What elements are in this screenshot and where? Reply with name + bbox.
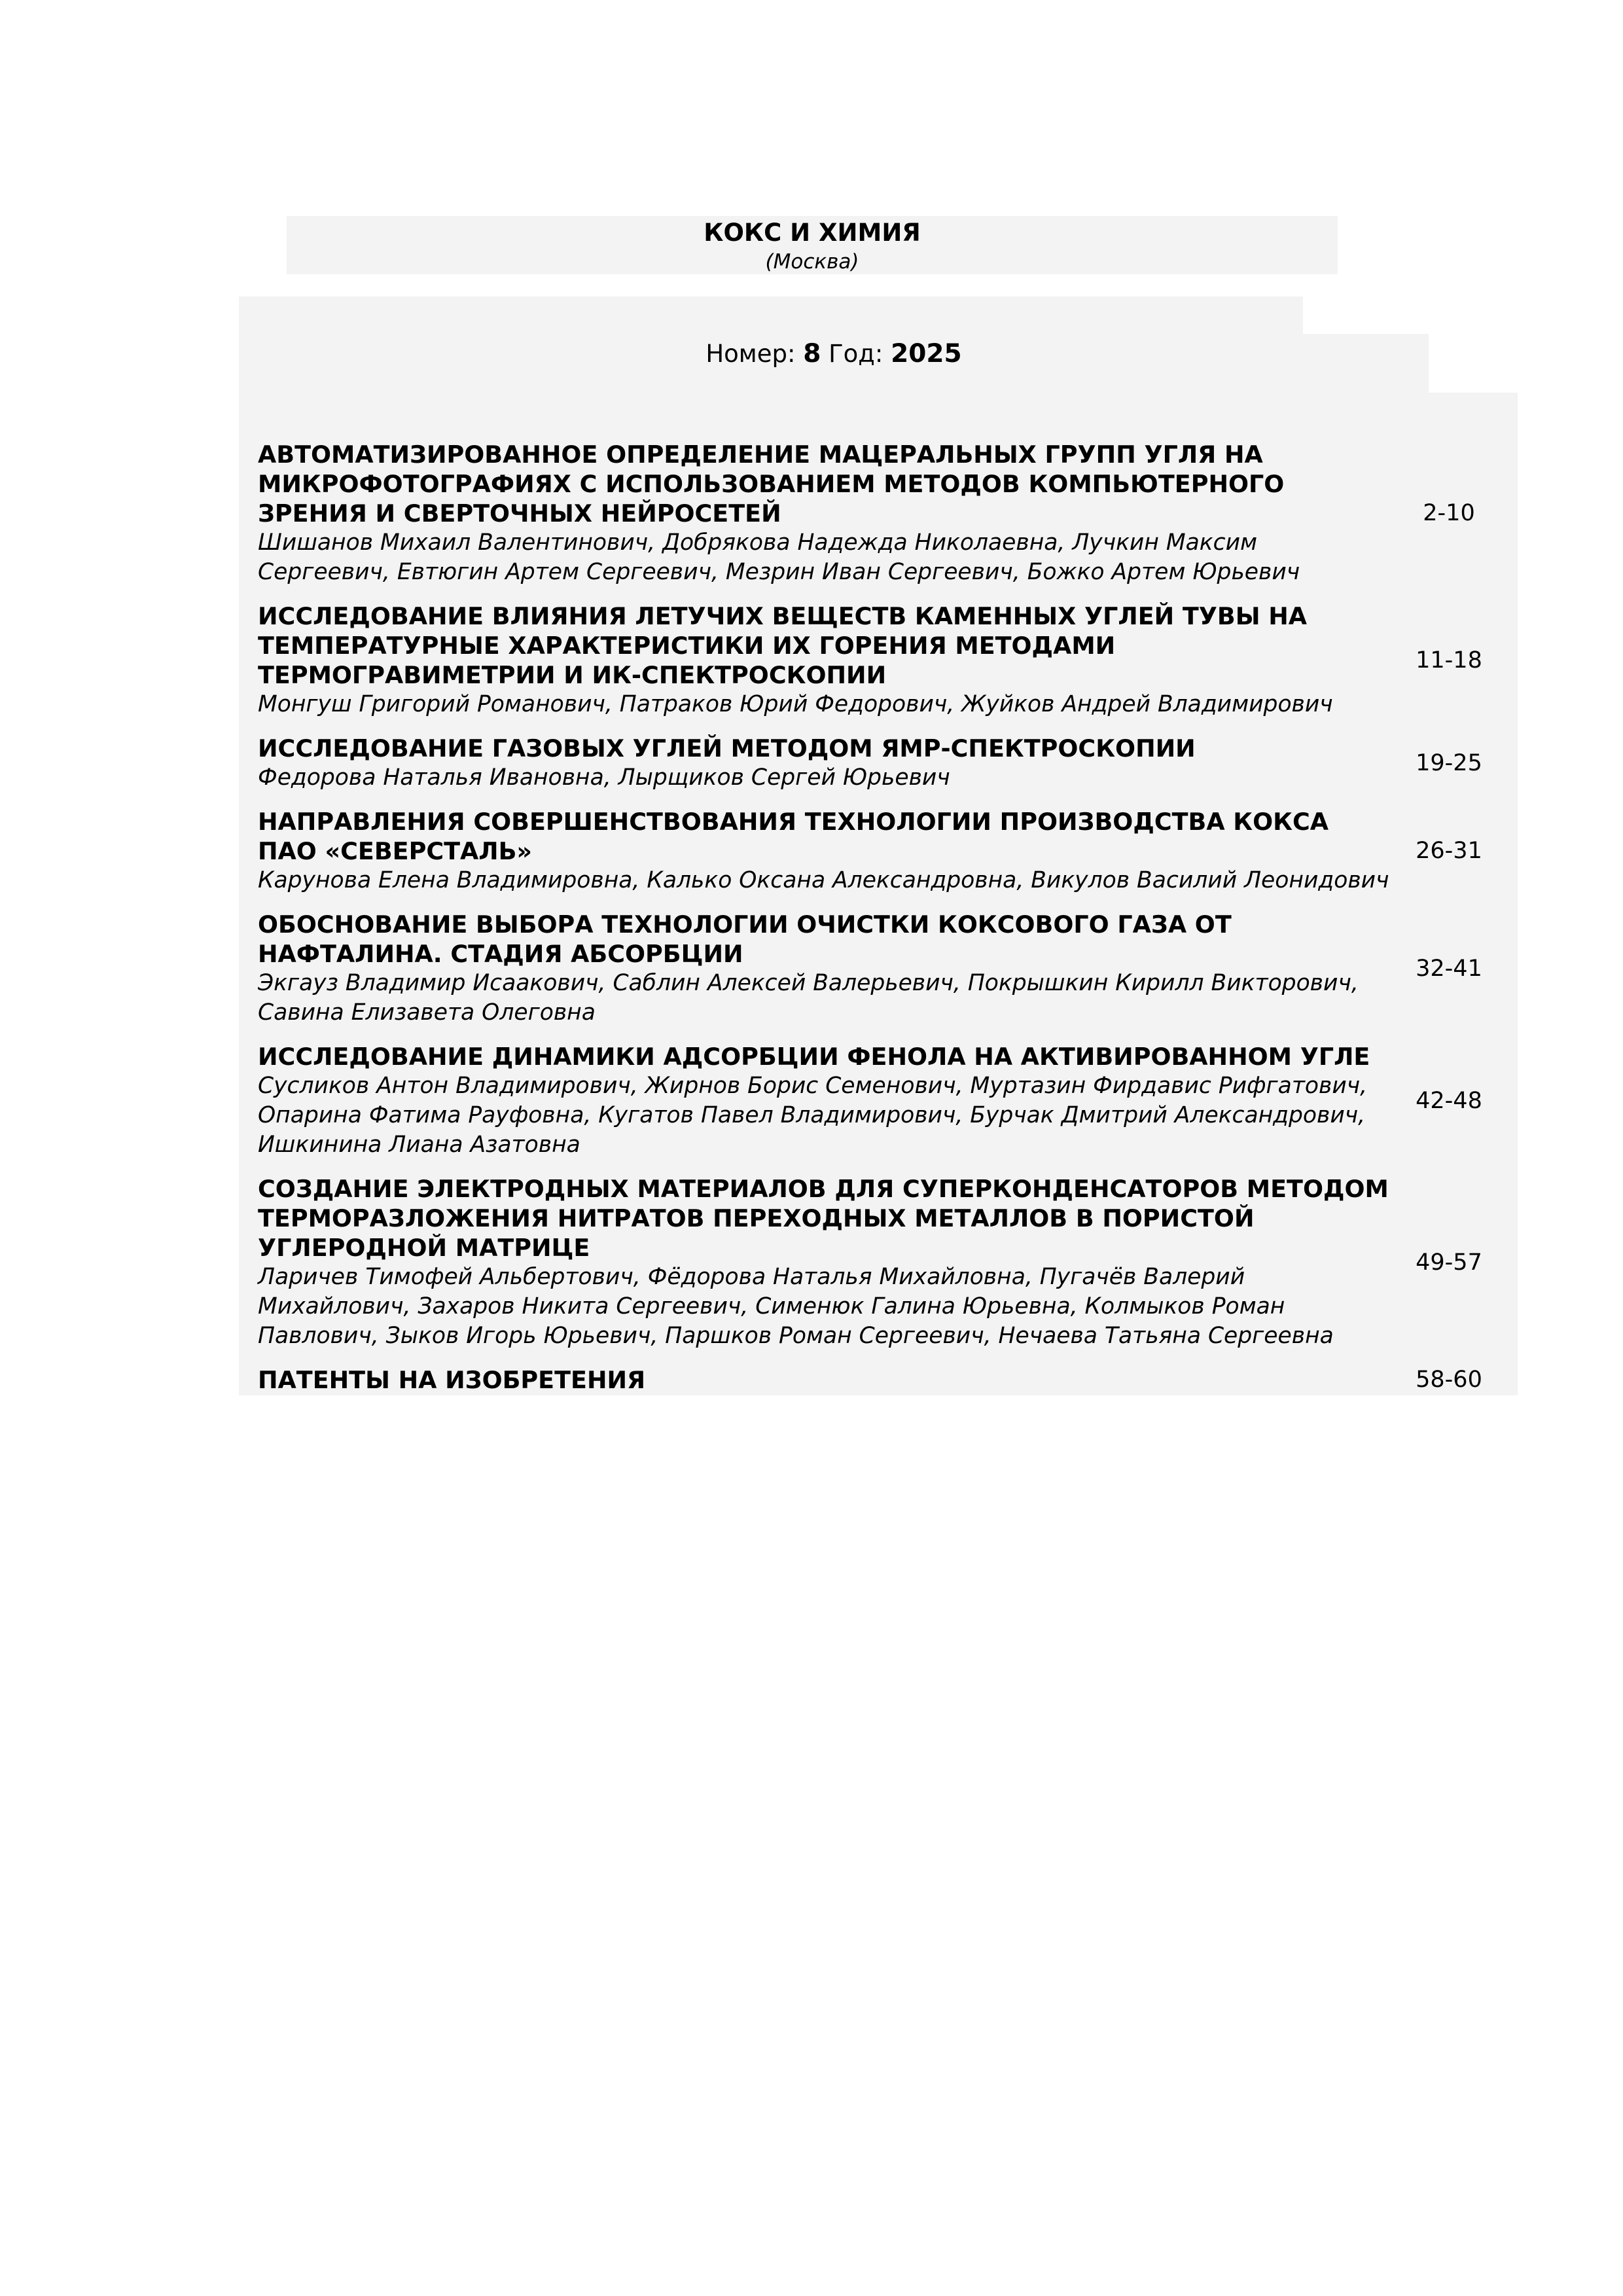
toc-entry-main: [258, 440, 1393, 587]
article-title[interactable]: НАПРАВЛЕНИЯ СОВЕРШЕНСТВОВАНИЯ ТЕХНОЛОГИИ ПРОИЗВОДСТВА КОКСА ПАО «СЕВЕРСТАЛЬ»: [258, 808, 1329, 865]
journal-title: КОКС И ХИМИЯ: [704, 219, 921, 247]
article-authors: Федорова Наталья Ивановна, Лырщиков Сергей Юрьевич: [258, 764, 950, 791]
article-authors: Шишанов Михаил Валентинович, Добрякова Надежда Николаевна, Лучкин Максим Сергеевич, Евтюгин Артем Сергеевич, Мезрин Иван Сергеевич, Божко Артем Юрьевич: [258, 529, 1300, 585]
article-pages: 26-31: [1416, 838, 1482, 864]
article-title[interactable]: ИССЛЕДОВАНИЕ ГАЗОВЫХ УГЛЕЙ МЕТОДОМ ЯМР-СПЕКТРОСКОПИИ: [258, 734, 1196, 762]
article-title[interactable]: АВТОМАТИЗИРОВАННОЕ ОПРЕДЕЛЕНИЕ МАЦЕРАЛЬНЫХ ГРУПП УГЛЯ НА МИКРОФОТОГРАФИЯХ С ИСПОЛЬЗОВАНИЕМ МЕТОДОВ КОМПЬЮТЕРНОГО ЗРЕНИЯ И СВЕРТОЧНЫХ НЕЙРОСЕТЕЙ: [258, 440, 1285, 528]
issue-band-top: [239, 296, 1303, 336]
article-pages: 58-60: [1416, 1367, 1482, 1393]
toc-entry: [258, 1365, 1505, 1395]
toc-entry-main: [258, 1042, 1393, 1160]
article-pages: 49-57: [1416, 1249, 1482, 1276]
article-pages: 32-41: [1416, 955, 1482, 982]
article-authors: Монгуш Григорий Романович, Патраков Юрий Федорович, Жуйков Андрей Владимирович: [258, 691, 1333, 717]
article-authors: Сусликов Антон Владимирович, Жирнов Борис Семенович, Муртазин Фирдавис Рифгатович, Опарина Фатима Рауфовна, Кугатов Павел Владимирович, Бурчак Дмитрий Александрович, Ишкинина Лиана Азатовна: [258, 1073, 1368, 1158]
article-authors: Ларичев Тимофей Альбертович, Фёдорова Наталья Михайловна, Пугачёв Валерий Михайлович, Захаров Никита Сергеевич, Сименюк Галина Юрьевна, Колмыков Роман Павлович, Зыков Игорь Юрьевич, Паршков Роман Сергеевич, Нечаева Татьяна Сергеевна: [258, 1264, 1334, 1349]
issue-year: 2025: [891, 339, 962, 368]
article-pages: 2-10: [1423, 500, 1475, 526]
article-pages: 11-18: [1416, 647, 1482, 673]
toc-entry: [258, 807, 1505, 895]
toc-entry: [258, 910, 1505, 1028]
article-authors: Экгауз Владимир Исаакович, Саблин Алексей Валерьевич, Покрышкин Кирилл Викторович, Савина Елизавета Олеговна: [258, 970, 1359, 1026]
toc-entry-main: [258, 601, 1393, 719]
article-title[interactable]: СОЗДАНИЕ ЭЛЕКТРОДНЫХ МАТЕРИАЛОВ ДЛЯ СУПЕРКОНДЕНСАТОРОВ МЕТОДОМ ТЕРМОРАЗЛОЖЕНИЯ НИТРАТОВ ПЕРЕХОДНЫХ МЕТАЛЛОВ В ПОРИСТОЙ УГЛЕРОДНОЙ МАТРИЦЕ: [258, 1175, 1389, 1262]
issue-year-label: Год:: [829, 340, 883, 368]
toc-entry-main: [258, 1365, 1393, 1395]
issue-number: 8: [803, 339, 821, 368]
issue-number-label: Номер:: [705, 340, 796, 368]
journal-city: (Москва): [765, 250, 859, 274]
toc-entry: [258, 440, 1505, 587]
article-pages: 19-25: [1416, 749, 1482, 776]
toc-entry: [258, 734, 1505, 793]
article-title[interactable]: ПАТЕНТЫ НА ИЗОБРЕТЕНИЯ: [258, 1366, 646, 1394]
table-of-contents: [258, 440, 1505, 1409]
article-title[interactable]: ИССЛЕДОВАНИЕ ВЛИЯНИЯ ЛЕТУЧИХ ВЕЩЕСТВ КАМЕННЫХ УГЛЕЙ ТУВЫ НА ТЕМПЕРАТУРНЫЕ ХАРАКТЕРИСТИКИ ИХ ГОРЕНИЯ МЕТОДАМИ ТЕРМОГРАВИМЕТРИИ И ИК-СПЕКТРОСКОПИИ: [258, 602, 1308, 689]
toc-entry-main: [258, 910, 1393, 1028]
article-title[interactable]: ИССЛЕДОВАНИЕ ДИНАМИКИ АДСОРБЦИИ ФЕНОЛА НА АКТИВИРОВАННОМ УГЛЕ: [258, 1043, 1370, 1071]
toc-entry: [258, 1042, 1505, 1160]
issue-info: [239, 338, 1429, 370]
toc-entry: [258, 601, 1505, 719]
article-title[interactable]: ОБОСНОВАНИЕ ВЫБОРА ТЕХНОЛОГИИ ОЧИСТКИ КОКСОВОГО ГАЗА ОТ НАФТАЛИНА. СТАДИЯ АБСОРБЦИИ: [258, 910, 1232, 968]
toc-entry-main: [258, 734, 1393, 793]
article-authors: Карунова Елена Владимировна, Калько Оксана Александровна, Викулов Василий Леонидович: [258, 867, 1389, 893]
toc-entry-main: [258, 807, 1393, 895]
toc-entry-main: [258, 1174, 1393, 1351]
article-pages: 42-48: [1416, 1087, 1482, 1114]
toc-entry: [258, 1174, 1505, 1351]
